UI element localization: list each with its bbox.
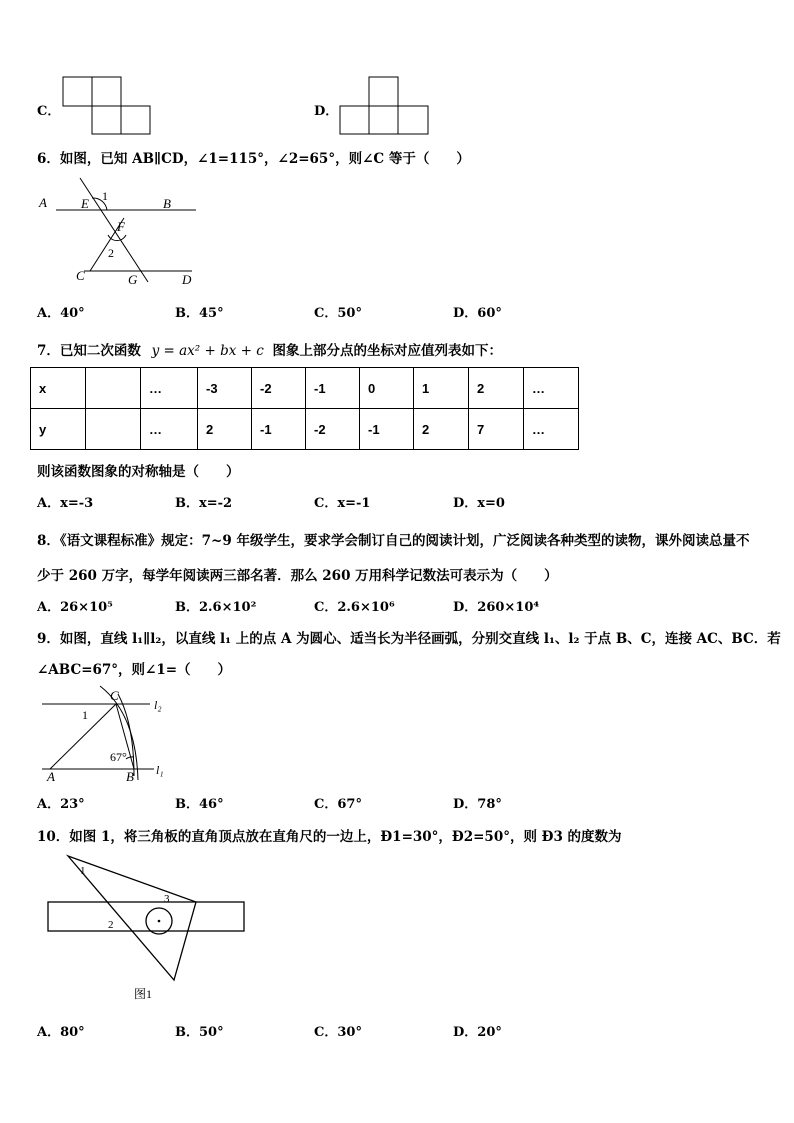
q7-option-d[interactable]: D．x=0 xyxy=(453,496,505,511)
q5-option-d-figure xyxy=(338,76,432,136)
q7-option-c[interactable]: C．x=-1 xyxy=(314,496,371,511)
q6-figure xyxy=(36,170,206,290)
q7-after-text: 则该函数图象的对称轴是（ ） xyxy=(37,464,240,480)
q7-value-table xyxy=(30,367,579,450)
q8-option-a[interactable]: A．26×10⁵ xyxy=(37,600,113,615)
label-1: 1 xyxy=(80,865,86,877)
label-67: 67° xyxy=(110,750,127,764)
q9-option-d[interactable]: D．78° xyxy=(453,797,502,812)
label-l2: l₂ xyxy=(154,698,162,712)
label-1: 1 xyxy=(102,189,108,203)
table-cell: y xyxy=(31,409,86,450)
q6-option-a[interactable]: A．40° xyxy=(37,306,85,321)
q9-figure xyxy=(38,684,174,784)
q10-option-c[interactable]: C．30° xyxy=(314,1025,362,1040)
q6-option-b[interactable]: B．45° xyxy=(175,306,224,321)
table-cell: 2 xyxy=(198,409,252,450)
q8-option-d[interactable]: D．260×10⁴ xyxy=(453,600,540,615)
label-e: E xyxy=(81,196,89,211)
q10-option-b[interactable]: B．50° xyxy=(175,1025,224,1040)
ruler-rect xyxy=(48,902,244,931)
q10-option-a[interactable]: A．80° xyxy=(37,1025,85,1040)
q9-option-a[interactable]: A．23° xyxy=(37,797,85,812)
q5-option-c-label[interactable]: C． xyxy=(37,104,61,119)
q7-option-b[interactable]: B．x=-2 xyxy=(175,496,233,511)
table-cell xyxy=(86,409,141,450)
table-cell: -1 xyxy=(360,409,414,450)
table-cell: 1 xyxy=(414,368,469,409)
q9-line-1: 9．如图，直线 l₁∥l₂，以直线 l₁ 上的点 A 为圆心、适当长为半径画弧，分别交直线 l₁、l₂ 于点 B、C，连接 AC、BC．若 xyxy=(37,631,781,647)
q8-option-b[interactable]: B．2.6×10² xyxy=(175,600,257,615)
table-cell: -1 xyxy=(252,409,306,450)
triangle-board xyxy=(68,856,196,980)
q10-option-d[interactable]: D．20° xyxy=(453,1025,502,1040)
label-2: 2 xyxy=(108,919,114,931)
label-1: 1 xyxy=(82,708,88,722)
label-a: A xyxy=(47,769,55,784)
figure-caption: 图1 xyxy=(134,987,153,1001)
q9-option-c[interactable]: C．67° xyxy=(314,797,362,812)
q5-option-d-label[interactable]: D． xyxy=(314,104,339,119)
label-c: C xyxy=(110,688,119,703)
table-cell: 2 xyxy=(414,409,469,450)
table-cell: 7 xyxy=(469,409,524,450)
label-l1: l₁ xyxy=(156,763,164,777)
q7-stem xyxy=(37,339,502,359)
compass-arc xyxy=(100,686,138,780)
q10-figure xyxy=(44,852,250,1004)
q6-option-d[interactable]: D．60° xyxy=(453,306,502,321)
table-cell: … xyxy=(524,409,579,450)
table-cell: … xyxy=(524,368,579,409)
table-cell: -3 xyxy=(198,368,252,409)
q9-line-2: ∠ABC=67°，则∠1=（ ） xyxy=(37,662,232,678)
q7-formula: y = ax² + bx + c xyxy=(151,343,264,359)
label-f: F xyxy=(117,219,125,234)
label-b: B xyxy=(126,769,134,784)
q5-option-c-figure xyxy=(62,76,154,136)
table-cell: -2 xyxy=(306,409,360,450)
table-cell: … xyxy=(141,409,198,450)
line-eg xyxy=(80,178,148,282)
label-b: B xyxy=(163,196,171,211)
label-c: C xyxy=(76,268,85,283)
q6-stem: 6．如图，已知 AB∥CD，∠1=115°，∠2=65°，则∠C 等于（ ） xyxy=(37,151,470,167)
label-a: A xyxy=(39,195,47,210)
table-cell: 2 xyxy=(469,368,524,409)
q7-stem-prefix: 7．已知二次函数 xyxy=(37,343,141,359)
table-cell: -2 xyxy=(252,368,306,409)
q8-line-1: 8．《语文课程标准》规定：7~9 年级学生，要求学会制订自己的阅读计划，广泛阅读各种类型的读物，课外阅读总量不 xyxy=(37,533,750,549)
q9-option-b[interactable]: B．46° xyxy=(175,797,224,812)
angle-67-arc xyxy=(126,757,134,759)
table-cell: 0 xyxy=(360,368,414,409)
label-d: D xyxy=(182,272,192,287)
table-row-x xyxy=(31,368,579,409)
table-cell: x xyxy=(31,368,86,409)
hole-center-dot xyxy=(158,920,161,923)
q6-option-c[interactable]: C．50° xyxy=(314,306,362,321)
table-row-y xyxy=(31,409,579,450)
q8-line-2: 少于 260 万字，每学年阅读两三部名著．那么 260 万用科学记数法可表示为（ ） xyxy=(37,568,558,584)
q7-option-a[interactable]: A．x=-3 xyxy=(37,496,94,511)
label-2: 2 xyxy=(108,246,114,260)
q8-option-c[interactable]: C．2.6×10⁶ xyxy=(314,600,395,615)
q10-stem: 10．如图 1，将三角板的直角顶点放在直角尺的一边上，Ð1=30°，Ð2=50°，则 Ð3 的度数为 xyxy=(37,829,622,845)
table-cell: … xyxy=(141,368,198,409)
label-3: 3 xyxy=(164,893,170,905)
table-cell: -1 xyxy=(306,368,360,409)
q7-stem-suffix: 图象上部分点的坐标对应值列表如下： xyxy=(272,343,503,359)
label-g: G xyxy=(128,272,138,287)
table-cell xyxy=(86,368,141,409)
